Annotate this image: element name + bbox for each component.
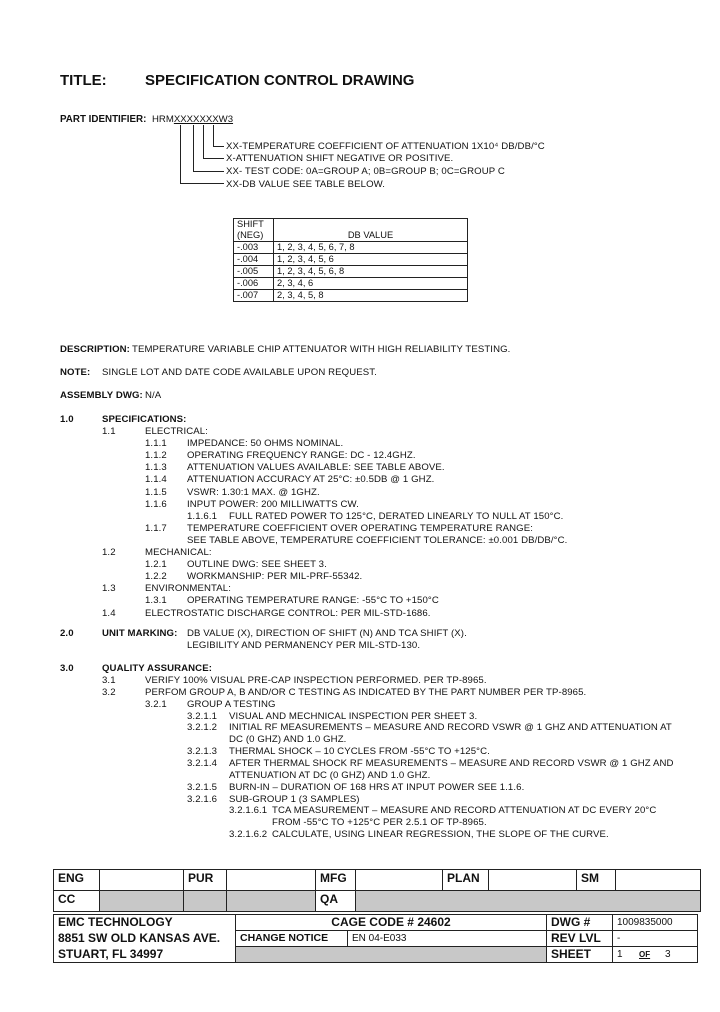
section-text: ELECTROSTATIC DISCHARGE CONTROL: PER MIL-STD-1686. [145, 607, 431, 619]
title-label: TITLE: [60, 72, 107, 89]
section-text: VSWR: 1.30:1 MAX. @ 1GHZ. [187, 486, 320, 498]
change-notice-label: CHANGE NOTICE [236, 931, 348, 947]
section-text: ATTENUATION ACCURACY AT 25°C: ±0.5DB @ 1 GHZ. [187, 474, 435, 486]
pur-label: PUR [184, 870, 227, 891]
spec-number: 1.0 [60, 414, 74, 425]
table-row: -.003 1, 2, 3, 4, 5, 6, 7, 8 [234, 242, 468, 254]
marking-heading: UNIT MARKING: [102, 628, 178, 639]
section-text: ELECTRICAL: [145, 426, 208, 437]
section-number: 3.2.1.3 [187, 746, 218, 758]
note-text: SINGLE LOT AND DATE CODE AVAILABLE UPON REQUEST. [102, 367, 377, 378]
part-identifier [152, 114, 233, 125]
section-text: GROUP A TESTING [187, 698, 276, 710]
section-number: 3.2.1.4 [187, 757, 218, 769]
page-title: SPECIFICATION CONTROL DRAWING [145, 72, 415, 89]
section-number: 1.2 [102, 547, 116, 558]
section-number: 3.2 [102, 686, 116, 698]
note-label: NOTE: [60, 367, 91, 378]
section-number: 1.1.6 [145, 498, 167, 510]
plan-label: PLAN [443, 870, 489, 891]
spec-heading: SPECIFICATIONS: [102, 414, 187, 425]
assembly-text: N/A [145, 390, 162, 401]
description-label: DESCRIPTION: [60, 344, 130, 355]
section-text: OUTLINE DWG: SEE SHEET 3. [187, 559, 327, 571]
assembly-label: ASSEMBLY DWG: [60, 390, 143, 401]
section-number: 1.1.2 [145, 450, 167, 462]
section-number: 1.3.1 [145, 595, 167, 607]
qa-sign-label: QA [316, 891, 356, 912]
section-text: VERIFY 100% VISUAL PRE-CAP INSPECTION PERFORMED. PER TP-8965. [145, 675, 487, 686]
legend-line-4: XX-DB VALUE SEE TABLE BELOW. [226, 179, 386, 190]
marking-line-1: DB VALUE (X), DIRECTION OF SHIFT (N) AND TCA SHIFT (X). [187, 628, 467, 639]
section-text: THERMAL SHOCK – 10 CYCLES FROM -55°C TO +125°C. [229, 746, 490, 758]
description-text: TEMPERATURE VARIABLE CHIP ATTENUATOR WITH HIGH RELIABILITY TESTING. [132, 344, 511, 355]
section-text: OPERATING TEMPERATURE RANGE: -55°C TO +150°C [187, 595, 439, 607]
rev-value: - [613, 931, 698, 947]
section-number: 1.1.6.1 [187, 510, 218, 522]
plan-field [489, 870, 577, 891]
section-number: 3.2.1.5 [187, 781, 218, 793]
legend-line-3: XX- TEST CODE: 0A=GROUP A; 0B=GROUP B; 0C=GROUP C [226, 166, 505, 177]
section-number: 3.2.1.6 [187, 793, 218, 805]
legend-line-1: XX-TEMPERATURE COEFFICIENT OF ATTENUATION 1X10⁴ DB/DB/°C [226, 141, 545, 152]
dwg-label: DWG # [547, 915, 613, 931]
table-row: -.006 2, 3, 4, 6 [234, 278, 468, 290]
eng-label: ENG [54, 870, 100, 891]
part-identifier-label: PART IDENTIFIER: [60, 114, 147, 125]
cage-code: CAGE CODE # 24602 [236, 915, 547, 931]
section-number: 1.1 [102, 426, 116, 437]
section-text: PERFOM GROUP A, B AND/OR C TESTING AS INDICATED BY THE PART NUMBER PER TP-8965. [145, 686, 587, 698]
company-address-2: STUART, FL 34997 [54, 947, 236, 963]
mfg-field [356, 870, 443, 891]
section-text: MECHANICAL: [145, 547, 212, 558]
sm-label: SM [577, 870, 616, 891]
sheet-of: OF [639, 950, 651, 959]
sheet-label: SHEET [547, 947, 613, 963]
eng-field [100, 870, 184, 891]
marking-number: 2.0 [60, 628, 74, 639]
section-number: 1.3 [102, 583, 116, 595]
section-text: DC (0 GHZ) AND 1.0 GHZ. [229, 734, 347, 746]
section-text: ENVIRONMENTAL: [145, 583, 231, 595]
section-number: 1.1.1 [145, 438, 167, 450]
legend-line-2: X-ATTENUATION SHIFT NEGATIVE OR POSITIVE. [226, 153, 454, 164]
section-number: 3.2.1.6.1 [229, 805, 268, 817]
sheet-number: 1 [617, 949, 623, 960]
sm-field [616, 870, 701, 891]
section-number: 1.1.5 [145, 486, 167, 498]
marking-line-2: LEGIBILITY AND PERMANENCY PER MIL-STD-130. [187, 640, 421, 651]
change-notice-value: EN 04-E033 [348, 931, 547, 947]
section-text: SUB-GROUP 1 (3 SAMPLES) [229, 793, 360, 805]
mfg-label: MFG [316, 870, 356, 891]
shift-table [233, 218, 468, 302]
rev-label: REV LVL [547, 931, 613, 947]
approval-block [53, 869, 701, 912]
section-number: 1.2.2 [145, 571, 167, 583]
section-number: 3.2.1.6.2 [229, 829, 268, 841]
section-number: 3.1 [102, 675, 116, 686]
header-shift: SHIFT (NEG) [234, 219, 274, 242]
qa-number: 3.0 [60, 663, 74, 674]
section-text: FULL RATED POWER TO 125°C, DERATED LINEARLY TO NULL AT 150°C. [229, 510, 564, 522]
section-number: 1.1.4 [145, 474, 167, 486]
section-text: AFTER THERMAL SHOCK RF MEASUREMENTS – MEASURE AND RECORD VSWR @ 1 GHZ AND [229, 757, 674, 769]
part-prefix: HRM [152, 114, 174, 125]
qa-heading: QUALITY ASSURANCE: [102, 663, 213, 674]
section-text: CALCULATE, USING LINEAR REGRESSION, THE SLOPE OF THE CURVE. [272, 829, 609, 841]
section-text: FROM -55°C TO +125°C PER 2.5.1 OF TP-8965. [272, 817, 487, 829]
section-number: 3.2.1.1 [187, 710, 218, 722]
cc-label: CC [54, 891, 100, 912]
section-number: 1.4 [102, 607, 116, 619]
pur-field [227, 870, 316, 891]
section-number: 1.1.3 [145, 462, 167, 474]
section-number: 1.2.1 [145, 559, 167, 571]
company-address-1: 8851 SW OLD KANSAS AVE. [54, 931, 236, 947]
section-number: 3.2.1 [145, 698, 167, 710]
section-text: OPERATING FREQUENCY RANGE: DC - 12.4GHZ. [187, 450, 416, 462]
header-db-value: DB VALUE [274, 219, 468, 242]
section-number: 1.1.7 [145, 522, 167, 534]
section-text: TEMPERATURE COEFFICIENT OVER OPERATING TEMPERATURE RANGE: [187, 522, 533, 534]
table-row: -.007 2, 3, 4, 5, 8 [234, 290, 468, 302]
sheet-value [613, 947, 698, 963]
section-text: INPUT POWER: 200 MILLIWATTS CW. [187, 498, 359, 510]
section-text: WORKMANSHIP: PER MIL-PRF-55342. [187, 571, 363, 583]
sheet-total: 3 [665, 949, 671, 960]
section-text: TCA MEASUREMENT – MEASURE AND RECORD ATTENUATION AT DC EVERY 20°C [272, 805, 657, 817]
table-row: -.005 1, 2, 3, 4, 5, 6, 8 [234, 266, 468, 278]
section-text: SEE TABLE ABOVE, TEMPERATURE COEFFICIENT TOLERANCE: ±0.001 DB/DB/°C. [187, 534, 568, 546]
section-text: ATTENUATION AT DC (0 GHZ) AND 1.0 GHZ. [229, 769, 431, 781]
section-number: 3.2.1.2 [187, 722, 218, 734]
table-header-row [234, 219, 468, 242]
table-row: -.004 1, 2, 3, 4, 5, 6 [234, 254, 468, 266]
section-text: BURN-IN – DURATION OF 168 HRS AT INPUT POWER SEE 1.1.6. [229, 781, 525, 793]
title-block [53, 914, 698, 963]
section-text: INITIAL RF MEASUREMENTS – MEASURE AND RECORD VSWR @ 1 GHZ AND ATTENUATION AT [229, 722, 672, 734]
dwg-number: 1009835000 [613, 915, 698, 931]
section-text: ATTENUATION VALUES AVAILABLE: SEE TABLE ABOVE. [187, 462, 445, 474]
section-text: IMPEDANCE: 50 OHMS NOMINAL. [187, 438, 344, 450]
section-text: VISUAL AND MECHNICAL INSPECTION PER SHEET 3. [229, 710, 478, 722]
part-code: XXXXXXXW3 [173, 114, 234, 125]
company-name: EMC TECHNOLOGY [54, 915, 236, 931]
